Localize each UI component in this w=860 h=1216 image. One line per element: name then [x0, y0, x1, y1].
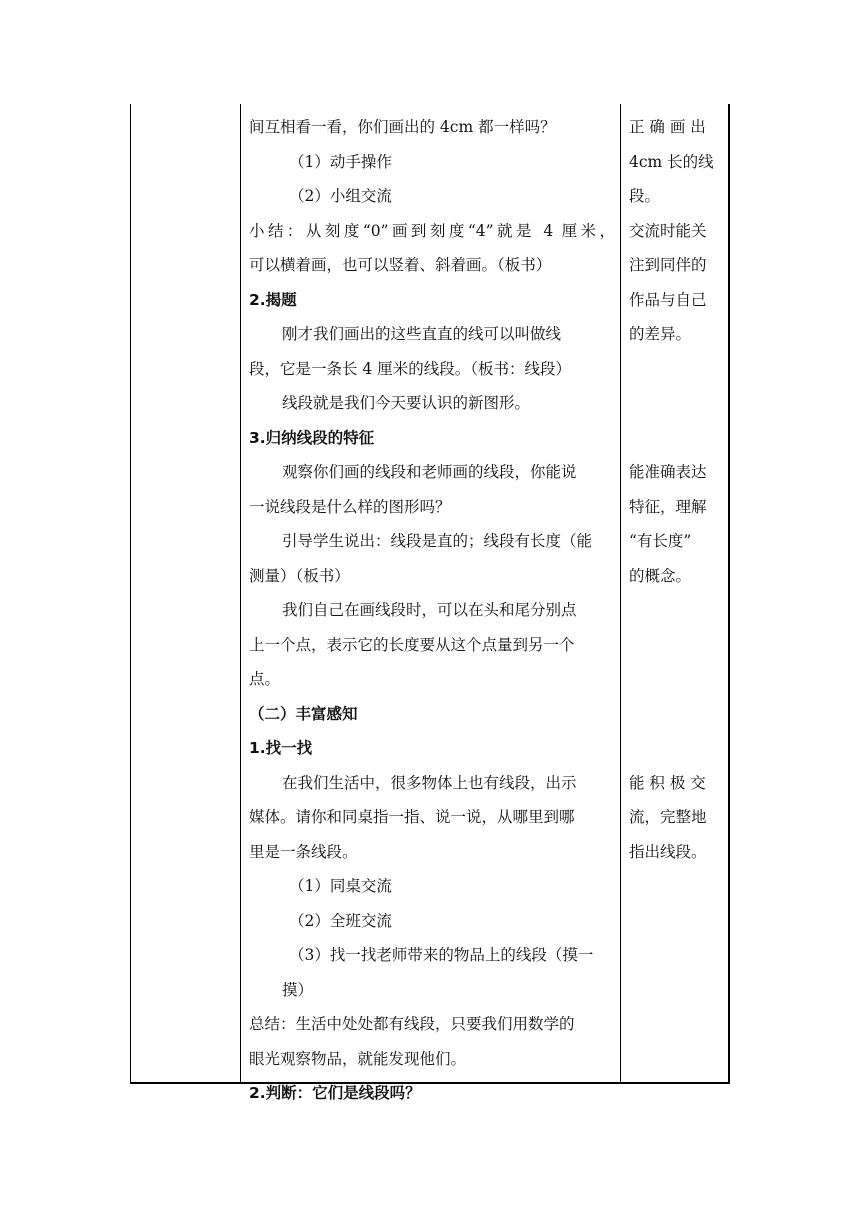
evaluation-line: 的差异。 — [629, 325, 692, 343]
content-line: 2.判断：它们是线段吗？ — [249, 1084, 421, 1102]
content-line: 间互相看一看，你们画出的 4cm 都一样吗？ — [249, 118, 556, 136]
content-line: 1.找一找 — [249, 739, 313, 757]
lesson-plan-table — [130, 104, 730, 1102]
content-line: （1）动手操作 — [289, 152, 392, 171]
evaluation-line — [629, 731, 725, 766]
content-line: 点。 — [249, 670, 281, 688]
evaluation-line — [629, 352, 725, 387]
evaluation-line: 能准确表达 — [629, 463, 707, 481]
evaluation-line: 作品与自己 — [629, 290, 707, 309]
content-line: （2）小组交流 — [289, 187, 392, 205]
content-line: 2.揭题 — [249, 290, 297, 309]
evaluation-line: 4cm 长的线 — [629, 152, 714, 171]
evaluation-line: 流，完整地 — [629, 808, 707, 826]
evaluation-line — [629, 421, 725, 456]
evaluation-line: 注到同伴的 — [629, 256, 707, 274]
column-divider-right — [620, 104, 621, 1082]
content-line: 里是一条线段。 — [249, 842, 358, 861]
content-line: 观察你们画的线段和老师画的线段，你能说 — [282, 463, 577, 481]
content-line: 一说线段是什么样的图形吗？ — [249, 497, 451, 516]
evaluation-line — [629, 662, 725, 697]
evaluation-line: 交流时能关 — [629, 221, 707, 240]
evaluation-line: 能 积 极 交 — [629, 773, 706, 792]
content-line: 总结：生活中处处都有线段，只要我们用数学的 — [249, 1015, 575, 1033]
teaching-process-column — [249, 110, 615, 1111]
evaluation-line: “有长度” — [629, 532, 692, 550]
content-line: 测量）（板书） — [249, 566, 350, 585]
evaluation-line — [629, 593, 725, 628]
content-line: 媒体。请你和同桌指一指、说一说，从哪里到哪 — [249, 808, 575, 826]
content-line: 引导学生说出：线段是直的；线段有长度（能 — [282, 532, 593, 550]
content-line: 我们自己在画线段时，可以在头和尾分别点 — [282, 601, 577, 619]
content-line: 线段就是我们今天要认识的新图形。 — [282, 394, 531, 412]
evaluation-column — [629, 110, 725, 869]
evaluation-line: 特征，理解 — [629, 497, 707, 516]
evaluation-line — [629, 386, 725, 421]
evaluation-line: 指出线段。 — [629, 842, 707, 861]
content-line: 刚才我们画出的这些直直的线可以叫做线 — [282, 325, 562, 343]
evaluation-line: 正 确 画 出 — [629, 118, 706, 136]
content-line: （3）找一找老师带来的物品上的线段（摸一 — [289, 946, 594, 964]
content-line: （1）同桌交流 — [289, 877, 392, 895]
evaluation-line — [629, 697, 725, 732]
content-line: 在我们生活中，很多物体上也有线段，出示 — [282, 773, 577, 792]
content-line: 可以横着画，也可以竖着、斜着画。（板书） — [249, 256, 552, 274]
content-line: 段，它是一条长 4 厘米的线段。（板书：线段） — [249, 359, 571, 378]
content-line: 上一个点，表示它的长度要从这个点量到另一个 — [249, 635, 575, 654]
evaluation-line: 段。 — [629, 187, 661, 205]
evaluation-line — [629, 628, 725, 663]
content-line: 3.归纳线段的特征 — [249, 428, 375, 447]
content-line: 摸） — [282, 980, 314, 999]
content-line: （2）全班交流 — [289, 911, 392, 930]
evaluation-line: 的概念。 — [629, 566, 692, 585]
content-line: （二）丰富感知 — [249, 704, 358, 723]
content-line: 小结：从刻度“0”画到刻度“4”就是 4 厘米， — [249, 221, 615, 240]
column-divider-left — [240, 104, 241, 1082]
content-line: 眼光观察物品，就能发现他们。 — [249, 1049, 467, 1068]
